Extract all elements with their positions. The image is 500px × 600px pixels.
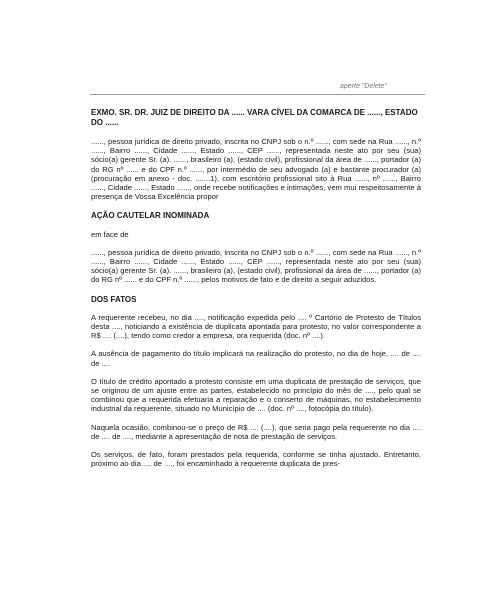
delete-hint: aperte "Delete" — [340, 83, 387, 90]
facts-paragraph: O título de crédito apontado a protesto consiste em uma duplicata de prestação de serviços, que se originou de um ajuste entre as partes, estabelecido no princípio do mês de ...., pelo qual se combinou que a requerida efetuaria a reparação e o conserto de máquinas, no estabelecimento industrial da requerente, situado no Município de .... (doc. nº ...., fotocópia do título). — [91, 376, 421, 414]
document-body — [91, 108, 421, 477]
facts-paragraph: A ausência de pagamento do título implicará na realização do protesto, no dia de hoje, .... de .... de .... — [91, 349, 421, 368]
court-heading: EXMO. SR. DR. JUIZ DE DIREITO DA ...... VARA CÍVEL DA COMARCA DE ......, ESTADO DO ...... — [91, 108, 418, 127]
plaintiff-paragraph: ......, pessoa jurídica de direito privado, inscrita no CNPJ sob o n.º ......, com sede na Rua ......, n.º ......, Bairro ......, Cidade ......, Estado ......, CEP ......, representada neste ato por seu (sua) sócio(a) gerente Sr. (a). ......, brasileiro (a), (estado civil), profissional da área de ......, portador (a) do RG nº ...... e do CPF n.º ......, por intermédio de seu advogado (a) e bastante procurador (a) (procuração em anexo - doc. .......1), com escritório profissional sito à Rua ......, nº ......, Bairro ......, Cidade ......, Estado ......, onde recebe notificações e intimações, vem mui respeitosamente à presença de Vossa Excelência propor — [91, 137, 421, 202]
facts-paragraph: A requerente recebeu, no dia ...., notificação expedida pelo .... º Cartório de Protesto de Títulos desta ...., noticiando a existência de duplicata apontada para protesto, no valor correspondente a R$ .... (....), tendo como credor a empresa, ora requerida (doc. nº ....). — [91, 312, 421, 341]
facts-title: DOS FATOS — [91, 294, 137, 304]
defendant-paragraph: ......, pessoa jurídica de direito privado, inscrita no CNPJ sob o n.º ......, com sede na Rua ......, n.º ......, Bairro ......, Cidade ......, Estado ......, CEP ......, representada neste ato por seu (sua) sócio(a) gerente Sr. (a). ......, brasileiro (a), (estado civil), profissional da área de ......, portador (a) do RG nº ...... e do CPF n.º ......, pelos motivos de fato e de direito a seguir aduzidos. — [91, 247, 421, 285]
facts-paragraph: Os serviços, de fato, foram prestados pela requerida, conforme se tinha ajustado. Entretanto, próximo ao dia .... de ...., foi encaminhado à requerente duplicata de pres- — [91, 450, 421, 469]
facts-paragraph: Naquela ocasião, combinou-se o preço de R$ .... (....), que seria pago pela requerente no dia .... de .... de ...., mediante a apresentação de nota de prestação de serviços. — [91, 422, 421, 441]
action-title: AÇÃO CAUTELAR INOMINADA — [91, 211, 210, 221]
against-label: em face de — [91, 229, 129, 239]
